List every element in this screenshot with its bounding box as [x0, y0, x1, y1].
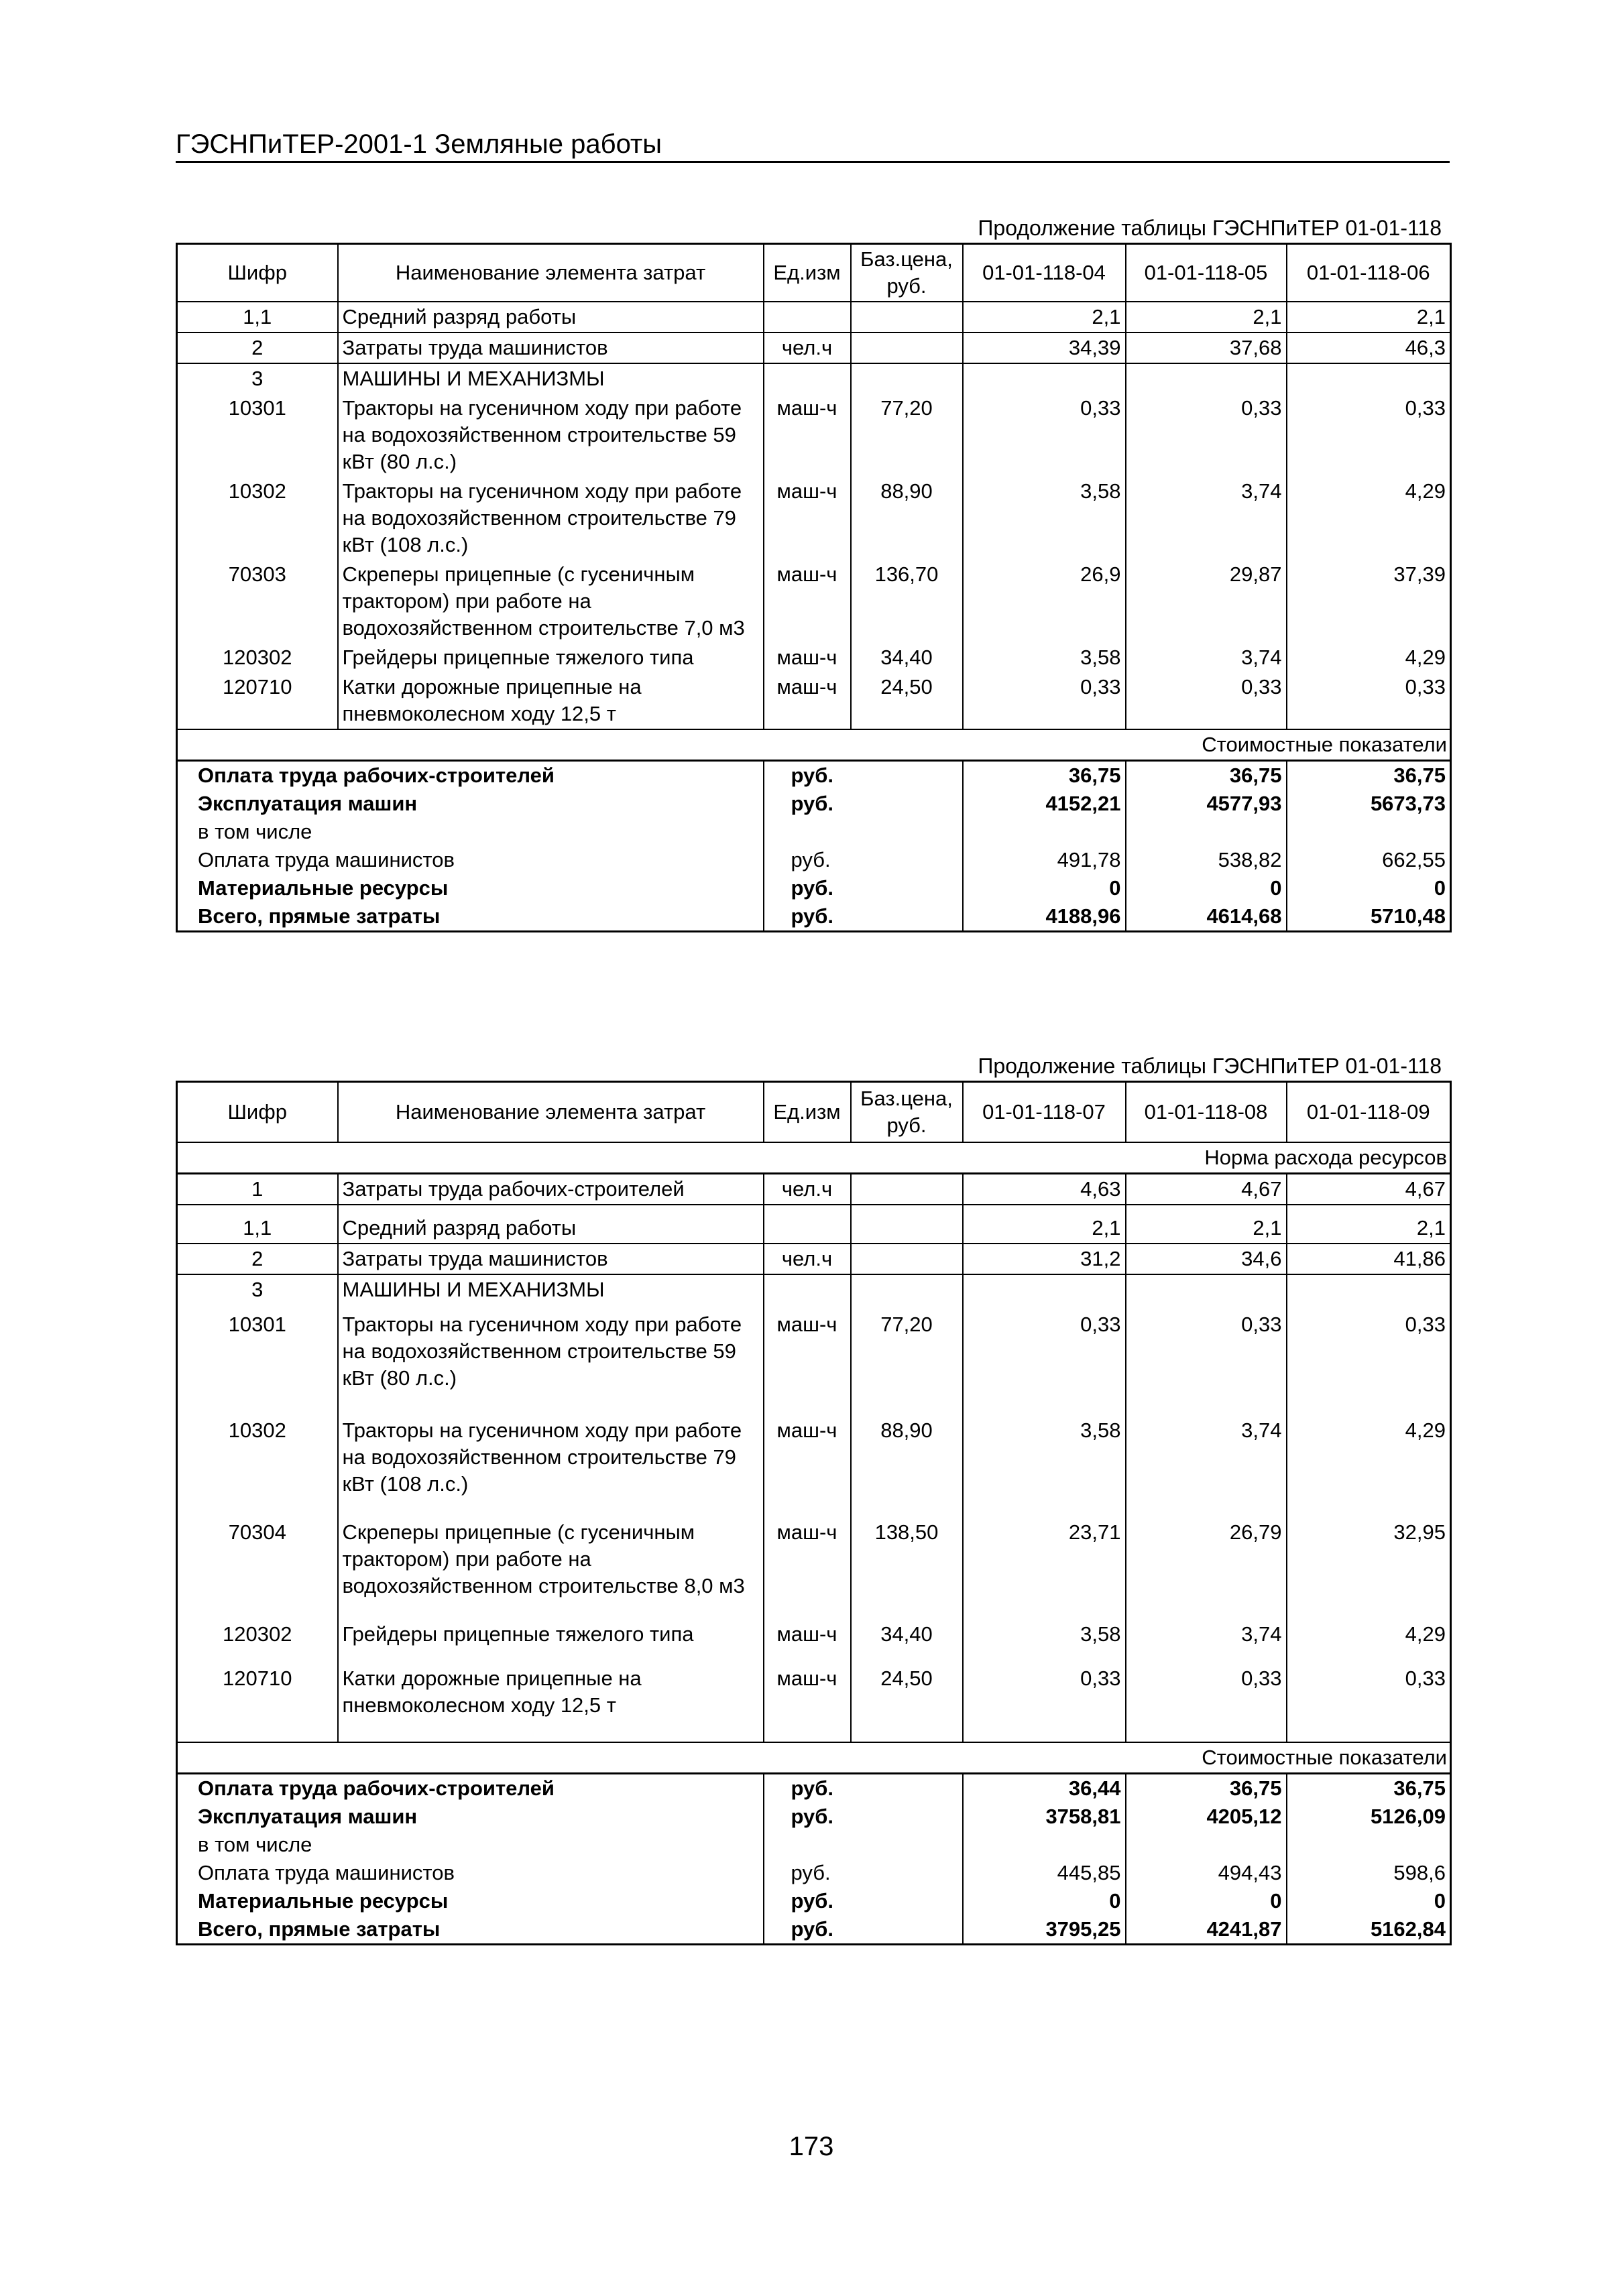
- table-row: [177, 1620, 1451, 1664]
- col-header-price: Баз.цена, руб.: [851, 244, 963, 302]
- summary-value: 0: [1126, 874, 1287, 902]
- summary-value: 538,82: [1126, 846, 1287, 874]
- row-value: 26,9: [963, 560, 1126, 643]
- row-value: 41,86: [1287, 1244, 1451, 1274]
- row-code: 3: [177, 1274, 338, 1305]
- summary-value: [1126, 818, 1287, 846]
- summary-value: 36,75: [1126, 761, 1287, 790]
- summary-unit: руб.: [764, 1859, 963, 1887]
- row-code: 1,1: [177, 1205, 338, 1244]
- summary-value: 0: [1287, 1887, 1451, 1915]
- row-price: [851, 1174, 963, 1205]
- table-row: [177, 672, 1451, 729]
- summary-value: [1287, 818, 1451, 846]
- summary-value: [963, 1831, 1126, 1859]
- row-name: Затраты труда машинистов: [338, 1244, 764, 1274]
- row-value: 0,33: [1126, 672, 1287, 729]
- row-code: 10302: [177, 1416, 338, 1518]
- row-value: 46,3: [1287, 333, 1451, 363]
- row-name: Тракторы на гусеничном ходу при работе на водохозяйственном строительстве 59 кВт (80 л.с.): [338, 394, 764, 477]
- col-header-name: Наименование элемента затрат: [338, 244, 764, 302]
- row-value: 3,58: [963, 477, 1126, 560]
- row-value: [1126, 1274, 1287, 1305]
- summary-row: [177, 1831, 1451, 1859]
- summary-value: 494,43: [1126, 1859, 1287, 1887]
- table-row: [177, 1205, 1451, 1244]
- row-value: 37,39: [1287, 560, 1451, 643]
- summary-value: 662,55: [1287, 846, 1451, 874]
- col-header-unit: Ед.изм: [764, 1082, 851, 1143]
- summary-value: 36,75: [1287, 1774, 1451, 1803]
- row-name: Средний разряд работы: [338, 1205, 764, 1244]
- summary-unit: [764, 1831, 963, 1859]
- row-value: 0,33: [1287, 672, 1451, 729]
- summary-label: Эксплуатация машин: [198, 1805, 418, 1828]
- summary-value: 5710,48: [1287, 902, 1451, 932]
- table-row: [177, 302, 1451, 333]
- cost-indicators-bar: [177, 1742, 1451, 1774]
- row-price: 88,90: [851, 477, 963, 560]
- summary-label: Оплата труда рабочих-строителей: [198, 764, 555, 787]
- col-header-norm-07: 01-01-118-07: [963, 1082, 1126, 1143]
- summary-value: 4614,68: [1126, 902, 1287, 932]
- row-price: [851, 363, 963, 394]
- row-value: 3,74: [1126, 1416, 1287, 1518]
- row-value: 4,29: [1287, 1620, 1451, 1664]
- summary-unit: руб.: [764, 902, 963, 932]
- row-value: 4,63: [963, 1174, 1126, 1205]
- summary-value: 4188,96: [963, 902, 1126, 932]
- row-value: [1287, 1274, 1451, 1305]
- row-value: 37,68: [1126, 333, 1287, 363]
- row-value: 4,67: [1126, 1174, 1287, 1205]
- row-name: МАШИНЫ И МЕХАНИЗМЫ: [338, 363, 764, 394]
- cost-indicators-bar: [177, 729, 1451, 761]
- summary-unit: руб.: [764, 846, 963, 874]
- row-unit: маш-ч: [764, 1416, 851, 1518]
- row-value: [1287, 363, 1451, 394]
- row-value: 4,67: [1287, 1174, 1451, 1205]
- row-price: 34,40: [851, 1620, 963, 1664]
- summary-unit: руб.: [764, 1887, 963, 1915]
- summary-unit: руб.: [764, 874, 963, 902]
- row-value: 0,33: [963, 1305, 1126, 1416]
- norm-bar: [177, 1142, 1451, 1174]
- summary-value: 3758,81: [963, 1803, 1126, 1831]
- row-name: Катки дорожные прицепные на пневмоколесном ходу 12,5 т: [338, 1664, 764, 1742]
- summary-row: [177, 761, 1451, 790]
- summary-label: в том числе: [198, 1833, 312, 1856]
- table-row: [177, 1518, 1451, 1620]
- row-name: Тракторы на гусеничном ходу при работе на водохозяйственном строительстве 79 кВт (108 л.с.): [338, 477, 764, 560]
- summary-row: [177, 1774, 1451, 1803]
- row-value: 31,2: [963, 1244, 1126, 1274]
- page-header: ГЭСНПиТЕР-2001-1 Земляные работы: [176, 127, 1450, 163]
- row-name: Грейдеры прицепные тяжелого типа: [338, 1620, 764, 1664]
- summary-label: Всего, прямые затраты: [198, 904, 441, 928]
- table-row: [177, 1664, 1451, 1742]
- summary-value: 0: [1126, 1887, 1287, 1915]
- table-row: [177, 477, 1451, 560]
- table-row: [177, 1416, 1451, 1518]
- row-value: 0,33: [1287, 1664, 1451, 1742]
- summary-value: 36,75: [1287, 761, 1451, 790]
- row-unit: чел.ч: [764, 1174, 851, 1205]
- summary-label: Оплата труда рабочих-строителей: [198, 1776, 555, 1800]
- row-unit: [764, 1274, 851, 1305]
- summary-value: 4241,87: [1126, 1915, 1287, 1945]
- row-value: 32,95: [1287, 1518, 1451, 1620]
- summary-value: [1126, 1831, 1287, 1859]
- row-unit: маш-ч: [764, 1305, 851, 1416]
- summary-value: [1287, 1831, 1451, 1859]
- row-value: 4,29: [1287, 477, 1451, 560]
- row-unit: маш-ч: [764, 672, 851, 729]
- col-header-norm-09: 01-01-118-09: [1287, 1082, 1451, 1143]
- row-value: 2,1: [963, 1205, 1126, 1244]
- row-price: 138,50: [851, 1518, 963, 1620]
- row-value: 3,74: [1126, 643, 1287, 672]
- row-value: 0,33: [963, 1664, 1126, 1742]
- summary-label: в том числе: [198, 820, 312, 843]
- row-value: [963, 363, 1126, 394]
- row-value: 2,1: [1126, 302, 1287, 333]
- summary-value: 491,78: [963, 846, 1126, 874]
- row-code: 1,1: [177, 302, 338, 333]
- row-unit: чел.ч: [764, 1244, 851, 1274]
- table2-caption: Продолжение таблицы ГЭСНПиТЕР 01-01-118: [978, 1054, 1442, 1078]
- row-price: [851, 1274, 963, 1305]
- summary-unit: [764, 818, 963, 846]
- norm-label: Норма расхода ресурсов: [177, 1142, 1451, 1174]
- summary-value: 3795,25: [963, 1915, 1126, 1945]
- summary-row: [177, 902, 1451, 932]
- row-value: 4,29: [1287, 643, 1451, 672]
- summary-unit: руб.: [764, 1803, 963, 1831]
- row-name: Тракторы на гусеничном ходу при работе на водохозяйственном строительстве 59 кВт (80 л.с.): [338, 1305, 764, 1416]
- table2: [176, 1081, 1452, 1945]
- row-unit: [764, 363, 851, 394]
- row-value: 2,1: [1126, 1205, 1287, 1244]
- row-code: 2: [177, 333, 338, 363]
- cost-indicators-label: Стоимостные показатели: [177, 729, 1451, 761]
- row-price: 24,50: [851, 672, 963, 729]
- table-row: [177, 1305, 1451, 1416]
- table1-caption: Продолжение таблицы ГЭСНПиТЕР 01-01-118: [978, 216, 1442, 240]
- table-row: [177, 643, 1451, 672]
- row-value: 3,58: [963, 1416, 1126, 1518]
- row-code: 120710: [177, 672, 338, 729]
- summary-label: Материальные ресурсы: [198, 876, 449, 900]
- row-value: 3,58: [963, 1620, 1126, 1664]
- row-unit: маш-ч: [764, 1518, 851, 1620]
- summary-row: [177, 846, 1451, 874]
- summary-row: [177, 790, 1451, 818]
- summary-value: 36,44: [963, 1774, 1126, 1803]
- cost-indicators-label: Стоимостные показатели: [177, 1742, 1451, 1774]
- summary-value: [963, 818, 1126, 846]
- row-name: Грейдеры прицепные тяжелого типа: [338, 643, 764, 672]
- summary-value: 36,75: [1126, 1774, 1287, 1803]
- row-value: 0,33: [1126, 394, 1287, 477]
- row-unit: маш-ч: [764, 1664, 851, 1742]
- row-code: 120302: [177, 1620, 338, 1664]
- row-value: 0,33: [1126, 1664, 1287, 1742]
- row-value: 0,33: [963, 394, 1126, 477]
- row-unit: маш-ч: [764, 1620, 851, 1664]
- row-value: 2,1: [1287, 1205, 1451, 1244]
- row-value: 23,71: [963, 1518, 1126, 1620]
- summary-unit: руб.: [764, 761, 963, 790]
- row-value: [1126, 363, 1287, 394]
- summary-label: Материальные ресурсы: [198, 1889, 449, 1913]
- col-header-code: Шифр: [177, 244, 338, 302]
- row-name: МАШИНЫ И МЕХАНИЗМЫ: [338, 1274, 764, 1305]
- summary-value: 0: [963, 874, 1126, 902]
- row-value: 0,33: [1287, 394, 1451, 477]
- row-unit: маш-ч: [764, 643, 851, 672]
- row-price: 77,20: [851, 1305, 963, 1416]
- row-unit: маш-ч: [764, 477, 851, 560]
- row-unit: маш-ч: [764, 560, 851, 643]
- row-unit: [764, 1205, 851, 1244]
- row-price: 77,20: [851, 394, 963, 477]
- table1: [176, 243, 1452, 932]
- summary-label: Эксплуатация машин: [198, 792, 418, 815]
- row-code: 10301: [177, 1305, 338, 1416]
- row-price: 24,50: [851, 1664, 963, 1742]
- page-number: 173: [789, 2132, 834, 2161]
- summary-row: [177, 818, 1451, 846]
- row-value: [963, 1274, 1126, 1305]
- row-code: 70304: [177, 1518, 338, 1620]
- col-header-norm-05: 01-01-118-05: [1126, 244, 1287, 302]
- row-name: Затраты труда машинистов: [338, 333, 764, 363]
- row-price: 136,70: [851, 560, 963, 643]
- summary-label: Оплата труда машинистов: [198, 1861, 455, 1884]
- col-header-norm-08: 01-01-118-08: [1126, 1082, 1287, 1143]
- summary-value: 4577,93: [1126, 790, 1287, 818]
- summary-unit: руб.: [764, 790, 963, 818]
- row-value: 26,79: [1126, 1518, 1287, 1620]
- row-value: 0,33: [1287, 1305, 1451, 1416]
- summary-value: 5673,73: [1287, 790, 1451, 818]
- row-price: [851, 302, 963, 333]
- row-price: 34,40: [851, 643, 963, 672]
- row-code: 10302: [177, 477, 338, 560]
- table-row: [177, 394, 1451, 477]
- summary-row: [177, 874, 1451, 902]
- row-name: Скреперы прицепные (с гусеничным трактором) при работе на водохозяйственном строительстве 8,0 м3: [338, 1518, 764, 1620]
- row-name: Затраты труда рабочих-строителей: [338, 1174, 764, 1205]
- summary-row: [177, 1803, 1451, 1831]
- row-value: 29,87: [1126, 560, 1287, 643]
- summary-row: [177, 1859, 1451, 1887]
- row-value: 34,39: [963, 333, 1126, 363]
- row-name: Тракторы на гусеничном ходу при работе на водохозяйственном строительстве 79 кВт (108 л.с.): [338, 1416, 764, 1518]
- summary-label: Оплата труда машинистов: [198, 848, 455, 871]
- row-code: 120302: [177, 643, 338, 672]
- row-price: [851, 1244, 963, 1274]
- col-header-unit: Ед.изм: [764, 244, 851, 302]
- summary-value: 0: [1287, 874, 1451, 902]
- row-value: 3,58: [963, 643, 1126, 672]
- row-code: 10301: [177, 394, 338, 477]
- table-row: [177, 1244, 1451, 1274]
- row-value: 3,74: [1126, 1620, 1287, 1664]
- row-value: 34,6: [1126, 1244, 1287, 1274]
- summary-unit: руб.: [764, 1774, 963, 1803]
- row-value: 0,33: [963, 672, 1126, 729]
- table-row: [177, 560, 1451, 643]
- summary-row: [177, 1887, 1451, 1915]
- row-code: 120710: [177, 1664, 338, 1742]
- row-value: 3,74: [1126, 477, 1287, 560]
- summary-value: 36,75: [963, 761, 1126, 790]
- table-row: [177, 333, 1451, 363]
- summary-value: 5126,09: [1287, 1803, 1451, 1831]
- row-unit: чел.ч: [764, 333, 851, 363]
- summary-unit: руб.: [764, 1915, 963, 1945]
- summary-value: 5162,84: [1287, 1915, 1451, 1945]
- row-value: 0,33: [1126, 1305, 1287, 1416]
- row-price: 88,90: [851, 1416, 963, 1518]
- row-name: Средний разряд работы: [338, 302, 764, 333]
- row-code: 3: [177, 363, 338, 394]
- table-row: [177, 1274, 1451, 1305]
- summary-label: Всего, прямые затраты: [198, 1917, 441, 1941]
- summary-value: 4152,21: [963, 790, 1126, 818]
- row-unit: [764, 302, 851, 333]
- row-price: [851, 1205, 963, 1244]
- col-header-norm-04: 01-01-118-04: [963, 244, 1126, 302]
- row-code: 1: [177, 1174, 338, 1205]
- row-value: 2,1: [963, 302, 1126, 333]
- row-value: 2,1: [1287, 302, 1451, 333]
- row-unit: маш-ч: [764, 394, 851, 477]
- table-row: [177, 363, 1451, 394]
- col-header-code: Шифр: [177, 1082, 338, 1143]
- col-header-norm-06: 01-01-118-06: [1287, 244, 1451, 302]
- row-value: 4,29: [1287, 1416, 1451, 1518]
- table-row: [177, 1174, 1451, 1205]
- row-price: [851, 333, 963, 363]
- row-name: Скреперы прицепные (с гусеничным трактором) при работе на водохозяйственном строительстве 7,0 м3: [338, 560, 764, 643]
- summary-value: 0: [963, 1887, 1126, 1915]
- row-code: 70303: [177, 560, 338, 643]
- summary-row: [177, 1915, 1451, 1945]
- summary-value: 445,85: [963, 1859, 1126, 1887]
- col-header-name: Наименование элемента затрат: [338, 1082, 764, 1143]
- summary-value: 598,6: [1287, 1859, 1451, 1887]
- col-header-price: Баз.цена, руб.: [851, 1082, 963, 1143]
- row-code: 2: [177, 1244, 338, 1274]
- row-name: Катки дорожные прицепные на пневмоколесном ходу 12,5 т: [338, 672, 764, 729]
- summary-value: 4205,12: [1126, 1803, 1287, 1831]
